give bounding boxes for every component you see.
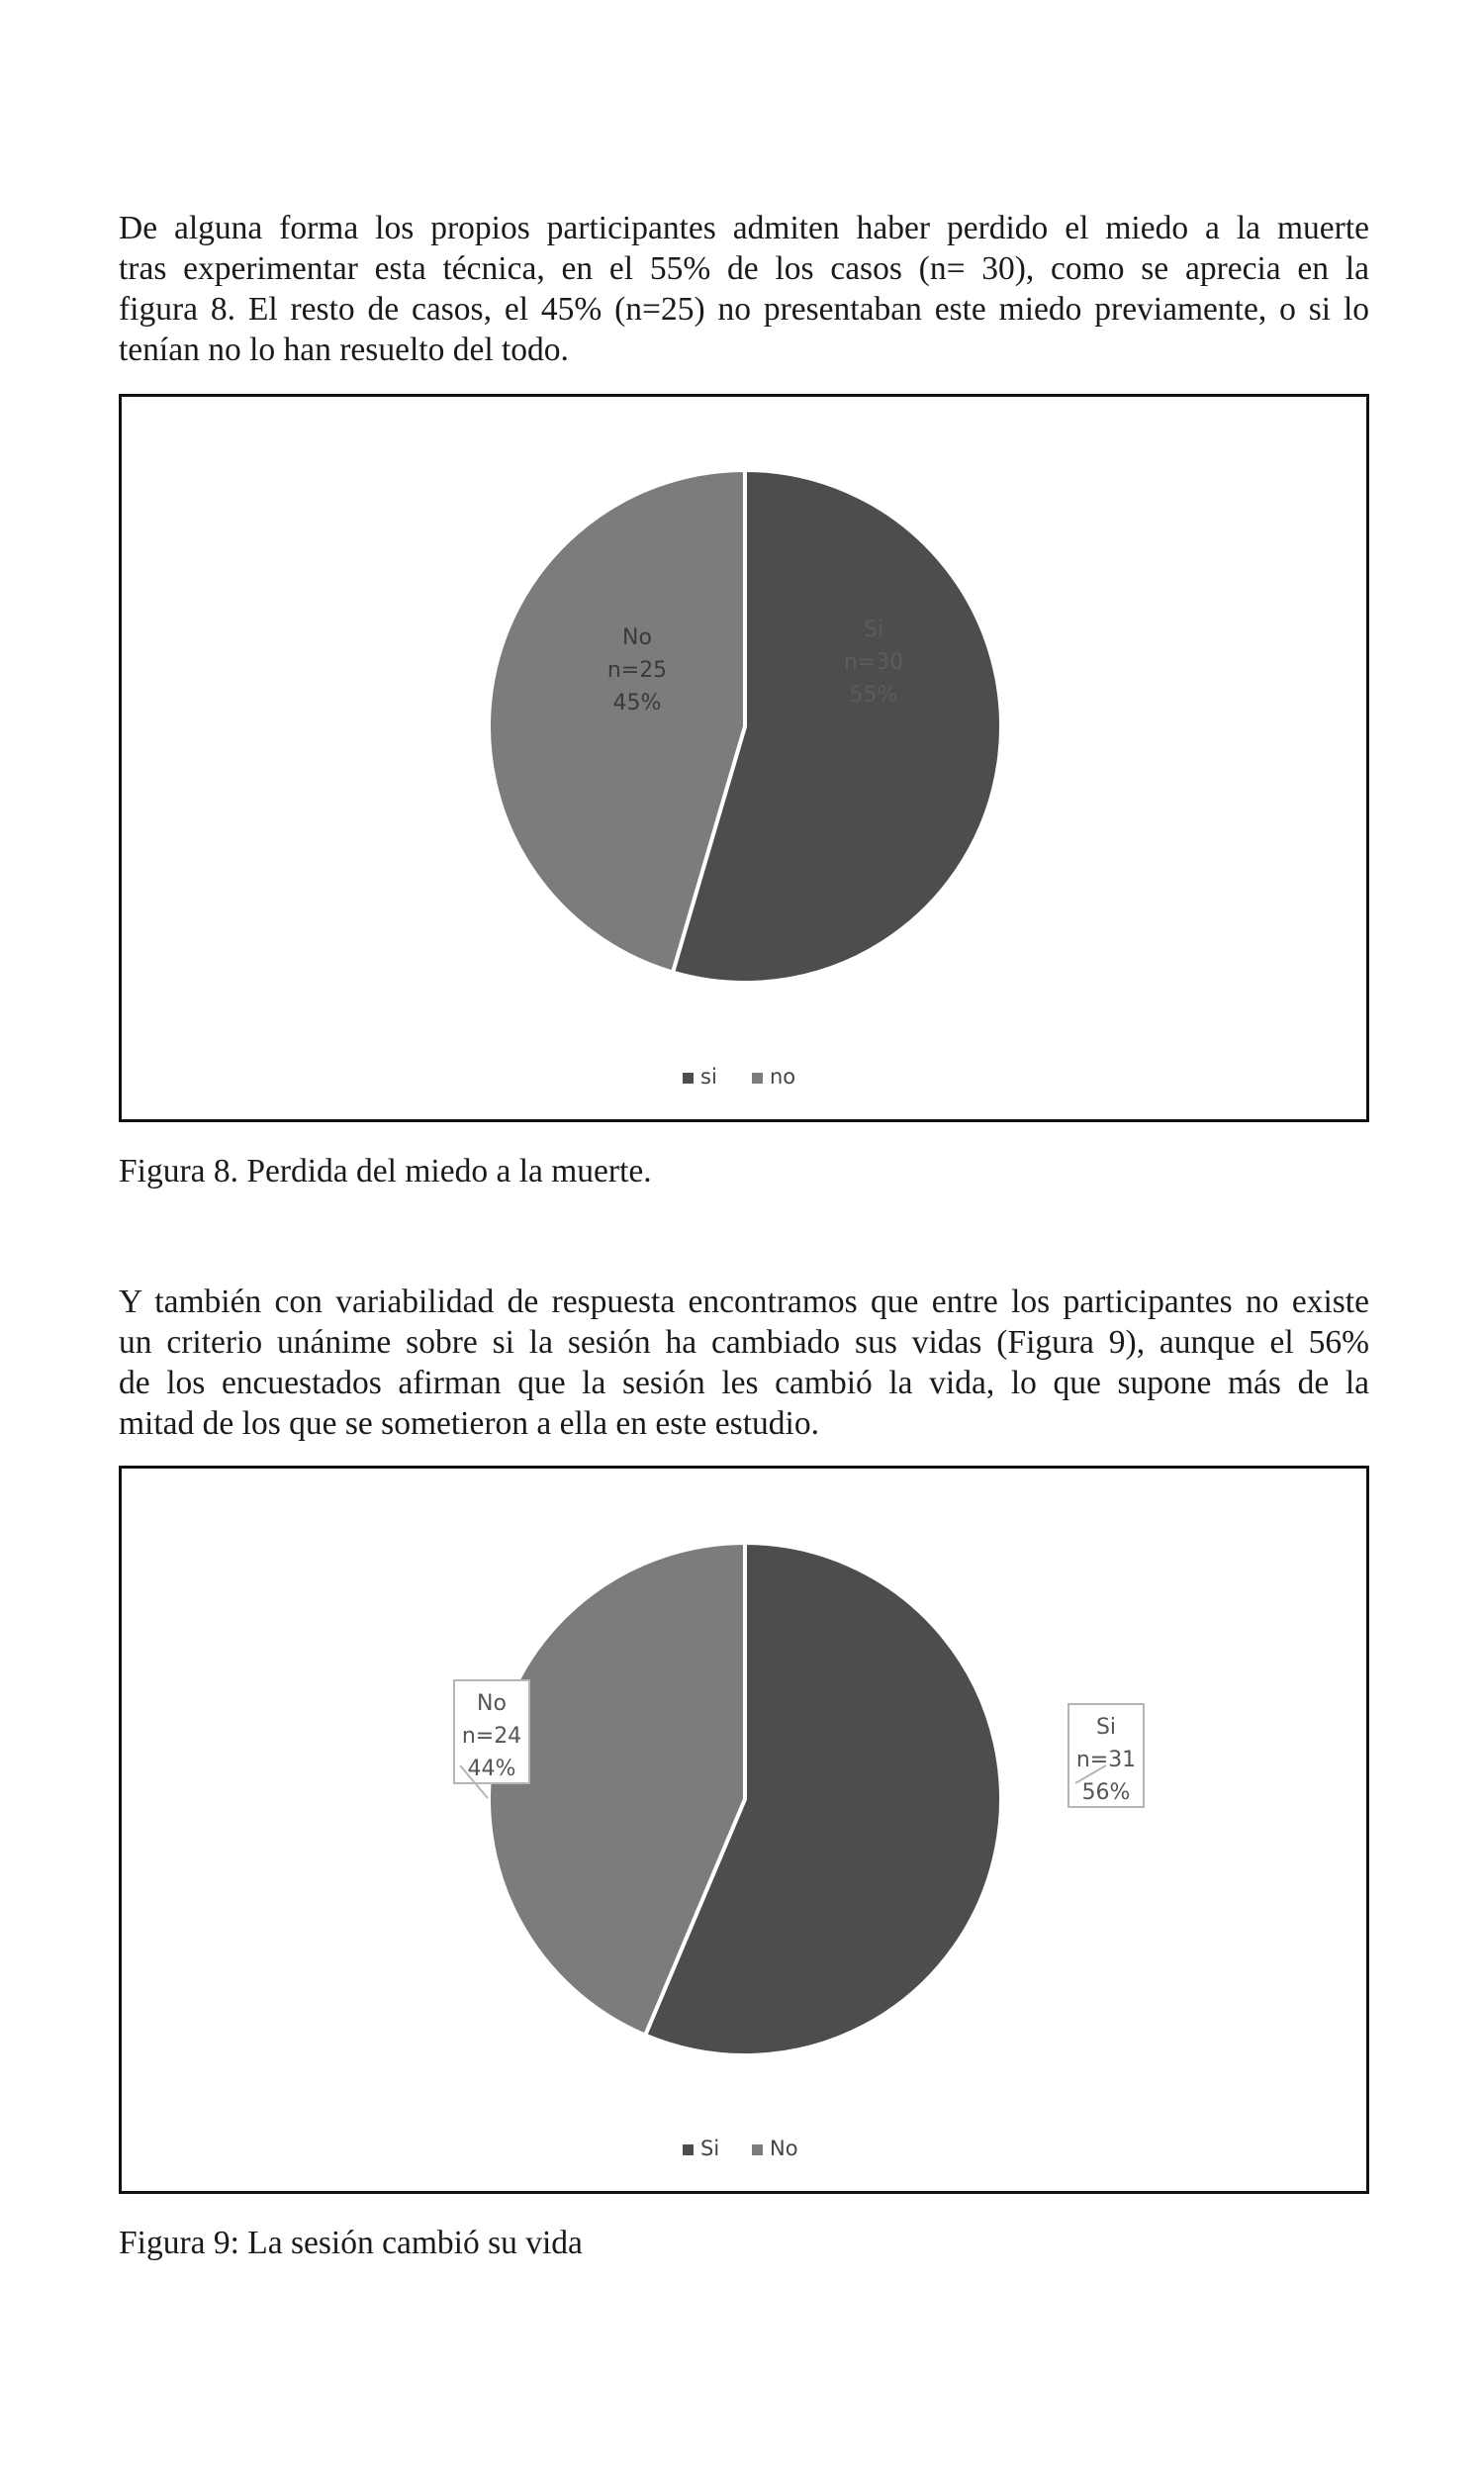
- paragraph-2-line: de los encuestados afirman que la sesión les cambió la vida, lo que supone más de la: [119, 1365, 1369, 1401]
- figure-8-chart: [119, 394, 1369, 1122]
- data-label-text: 45%: [612, 691, 662, 715]
- pie-chart-9: [122, 1469, 1366, 2191]
- legend-item-no: [752, 1065, 795, 1089]
- data-label-text: n=24: [461, 1724, 522, 1749]
- data-label-text: n=31: [1075, 1748, 1137, 1772]
- pie-chart-8: [122, 397, 1366, 1119]
- paragraph-1-line: tras experimentar esta técnica, en el 55% de los casos (n= 30), como se aprecia en la: [119, 250, 1369, 287]
- figure-9-chart: [119, 1466, 1369, 2194]
- legend-item-no: [752, 2137, 798, 2160]
- paragraph-2: [119, 1282, 1369, 1444]
- data-label-text: Si: [863, 618, 884, 642]
- paragraph-1: [119, 208, 1369, 370]
- data-label-si: [1068, 1704, 1144, 1807]
- data-label-text: Si: [1095, 1715, 1117, 1740]
- legend-swatch: [752, 2144, 763, 2155]
- paragraph-2-line: Y también con variabilidad de respuesta encontramos que entre los participantes no existe: [119, 1284, 1369, 1320]
- figure-9-caption: Figura 9: La sesión cambió su vida: [119, 2225, 583, 2261]
- legend-label: Si: [700, 2137, 720, 2160]
- data-label-text: No: [622, 625, 652, 650]
- legend: [683, 1065, 795, 1089]
- legend-label: no: [770, 1065, 796, 1089]
- data-label-text: 55%: [849, 683, 898, 708]
- legend-label: si: [700, 1065, 717, 1089]
- pie-slices: [489, 1543, 1001, 2055]
- pie-slices: [489, 470, 1001, 983]
- legend-item-si: [683, 1065, 717, 1089]
- figure-8-caption: Figura 8. Perdida del miedo a la muerte.: [119, 1153, 652, 1189]
- paragraph-2-line: un criterio unánime sobre si la sesión ha cambiado sus vidas (Figura 9), aunque el 56%: [119, 1324, 1369, 1361]
- data-label-text: n=30: [843, 650, 904, 675]
- legend-swatch: [683, 2144, 694, 2155]
- legend-item-si: [683, 2137, 719, 2160]
- data-label-no: [454, 1680, 529, 1798]
- legend-label: No: [770, 2137, 798, 2160]
- paragraph-1-line: tenían no lo han resuelto del todo.: [119, 332, 569, 368]
- paragraph-2-line: mitad de los que se sometieron a ella en este estudio.: [119, 1405, 819, 1442]
- legend-swatch: [683, 1073, 694, 1084]
- data-label-text: 44%: [467, 1757, 516, 1781]
- data-label-text: 56%: [1081, 1780, 1131, 1805]
- paragraph-1-line: figura 8. El resto de casos, el 45% (n=25) no presentaban este miedo previamente, o si lo: [119, 291, 1369, 328]
- paragraph-1-line: De alguna forma los propios participantes admiten haber perdido el miedo a la muerte: [119, 210, 1369, 246]
- legend: [683, 2137, 798, 2160]
- data-label-text: No: [477, 1691, 507, 1716]
- legend-swatch: [752, 1073, 763, 1084]
- data-label-text: n=25: [606, 658, 668, 683]
